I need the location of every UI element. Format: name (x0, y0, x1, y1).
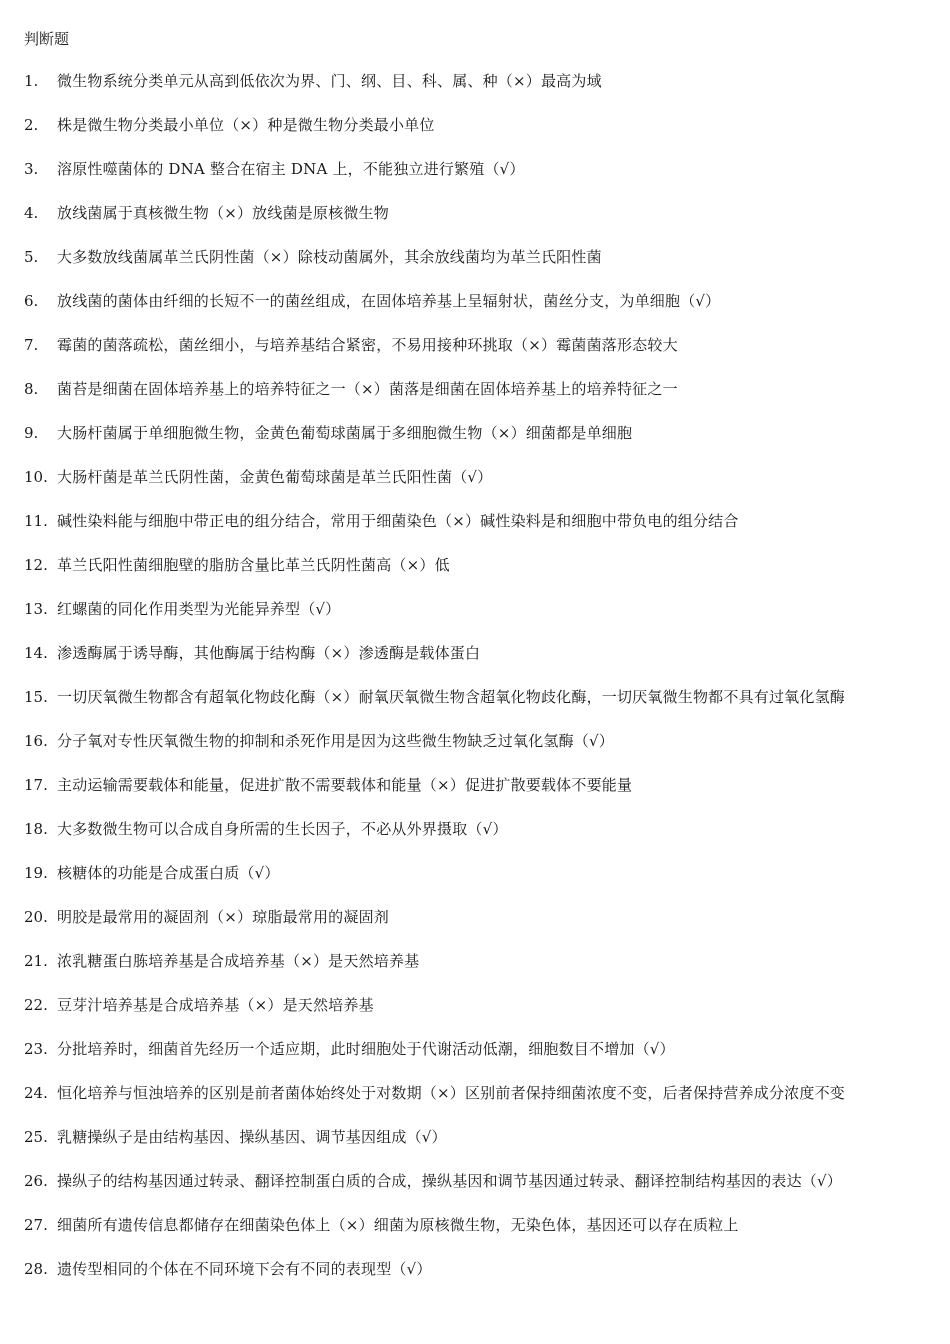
question-item (0, 1214, 950, 1258)
question-item (0, 950, 950, 994)
question-item (0, 246, 950, 290)
question-number: 25. (24, 1128, 48, 1146)
question-text: 遗传型相同的个体在不同环境下会有不同的表现型（√） (57, 1260, 432, 1278)
question-item (0, 202, 950, 246)
section-heading: 判断题 (24, 30, 70, 48)
question-text: 核糖体的功能是合成蛋白质（√） (57, 864, 280, 882)
question-number: 18. (24, 820, 48, 838)
question-text: 菌苔是细菌在固体培养基上的培养特征之一（×）菌落是细菌在固体培养基上的培养特征之一 (57, 380, 678, 398)
question-number: 22. (24, 996, 48, 1014)
question-text: 大肠杆菌属于单细胞微生物，金黄色葡萄球菌属于多细胞微生物（×）细菌都是单细胞 (57, 424, 633, 442)
question-text: 大肠杆菌是革兰氏阴性菌，金黄色葡萄球菌是革兰氏阳性菌（√） (57, 468, 493, 486)
question-item (0, 598, 950, 642)
question-item (0, 334, 950, 378)
question-number: 10. (24, 468, 48, 486)
question-item (0, 862, 950, 906)
question-number: 12. (24, 556, 48, 574)
question-text: 株是微生物分类最小单位（×）种是微生物分类最小单位 (57, 116, 435, 134)
question-item (0, 510, 950, 554)
question-text: 微生物系统分类单元从高到低依次为界、门、纲、目、科、属、种（×）最高为域 (57, 72, 602, 90)
question-item (0, 378, 950, 422)
question-number: 6. (24, 292, 39, 310)
question-text: 浓乳糖蛋白胨培养基是合成培养基（×）是天然培养基 (57, 952, 420, 970)
question-text: 放线菌属于真核微生物（×）放线菌是原核微生物 (57, 204, 389, 222)
question-number: 24. (24, 1084, 48, 1102)
question-number: 3. (24, 160, 39, 178)
question-number: 19. (24, 864, 48, 882)
question-item (0, 290, 950, 334)
question-item (0, 158, 950, 202)
question-item (0, 774, 950, 818)
question-number: 1. (24, 72, 39, 90)
question-item (0, 642, 950, 686)
question-item (0, 1126, 950, 1170)
question-number: 16. (24, 732, 48, 750)
question-number: 5. (24, 248, 39, 266)
question-item (0, 730, 950, 774)
question-text: 碱性染料能与细胞中带正电的组分结合，常用于细菌染色（×）碱性染料是和细胞中带负电的组分结合 (57, 512, 739, 530)
question-text: 溶原性噬菌体的 DNA 整合在宿主 DNA 上，不能独立进行繁殖（√） (57, 160, 525, 178)
question-number: 13. (24, 600, 48, 618)
question-text: 霉菌的菌落疏松，菌丝细小，与培养基结合紧密，不易用接种环挑取（×）霉菌菌落形态较大 (57, 336, 678, 354)
question-text: 主动运输需要载体和能量，促进扩散不需要载体和能量（×）促进扩散要载体不要能量 (57, 776, 633, 794)
question-number: 7. (24, 336, 39, 354)
question-number: 27. (24, 1216, 48, 1234)
question-item (0, 70, 950, 114)
question-item (0, 1170, 950, 1214)
question-number: 9. (24, 424, 39, 442)
question-text: 明胶是最常用的凝固剂（×）琼脂最常用的凝固剂 (57, 908, 389, 926)
question-text: 乳糖操纵子是由结构基因、操纵基因、调节基因组成（√） (57, 1128, 447, 1146)
question-item (0, 994, 950, 1038)
question-text: 一切厌氧微生物都含有超氧化物歧化酶（×）耐氧厌氧微生物含超氧化物歧化酶，一切厌氧微生物都不具有过氧化氢酶 (57, 688, 845, 706)
question-number: 21. (24, 952, 48, 970)
question-item (0, 1258, 950, 1302)
question-item (0, 466, 950, 510)
question-text: 恒化培养与恒浊培养的区别是前者菌体始终处于对数期（×）区别前者保持细菌浓度不变，后者保持营养成分浓度不变 (57, 1084, 845, 1102)
question-item (0, 1082, 950, 1126)
question-number: 14. (24, 644, 48, 662)
question-text: 细菌所有遗传信息都储存在细菌染色体上（×）细菌为原核微生物，无染色体，基因还可以存在质粒上 (57, 1216, 739, 1234)
question-text: 红螺菌的同化作用类型为光能异养型（√） (57, 600, 341, 618)
question-number: 28. (24, 1260, 48, 1278)
question-item (0, 422, 950, 466)
question-number: 4. (24, 204, 39, 222)
question-text: 渗透酶属于诱导酶，其他酶属于结构酶（×）渗透酶是载体蛋白 (57, 644, 481, 662)
question-number: 11. (24, 512, 48, 530)
question-text: 操纵子的结构基因通过转录、翻译控制蛋白质的合成，操纵基因和调节基因通过转录、翻译控制结构基因的表达（√） (57, 1172, 842, 1190)
question-number: 26. (24, 1172, 48, 1190)
question-text: 大多数放线菌属革兰氏阴性菌（×）除枝动菌属外，其余放线菌均为革兰氏阳性菌 (57, 248, 602, 266)
question-number: 17. (24, 776, 48, 794)
question-number: 8. (24, 380, 39, 398)
question-number: 2. (24, 116, 39, 134)
question-item (0, 906, 950, 950)
question-list (0, 70, 950, 1302)
question-text: 豆芽汁培养基是合成培养基（×）是天然培养基 (57, 996, 374, 1014)
question-text: 分子氧对专性厌氧微生物的抑制和杀死作用是因为这些微生物缺乏过氧化氢酶（√） (57, 732, 614, 750)
question-item (0, 686, 950, 730)
question-number: 20. (24, 908, 48, 926)
question-text: 革兰氏阳性菌细胞壁的脂肪含量比革兰氏阴性菌高（×）低 (57, 556, 450, 574)
question-text: 大多数微生物可以合成自身所需的生长因子，不必从外界摄取（√） (57, 820, 508, 838)
question-text: 放线菌的菌体由纤细的长短不一的菌丝组成，在固体培养基上呈辐射状，菌丝分支，为单细胞（√） (57, 292, 721, 310)
question-text: 分批培养时，细菌首先经历一个适应期，此时细胞处于代谢活动低潮，细胞数目不增加（√） (57, 1040, 675, 1058)
question-item (0, 1038, 950, 1082)
question-item (0, 114, 950, 158)
question-number: 15. (24, 688, 48, 706)
question-item (0, 554, 950, 598)
question-number: 23. (24, 1040, 48, 1058)
question-item (0, 818, 950, 862)
